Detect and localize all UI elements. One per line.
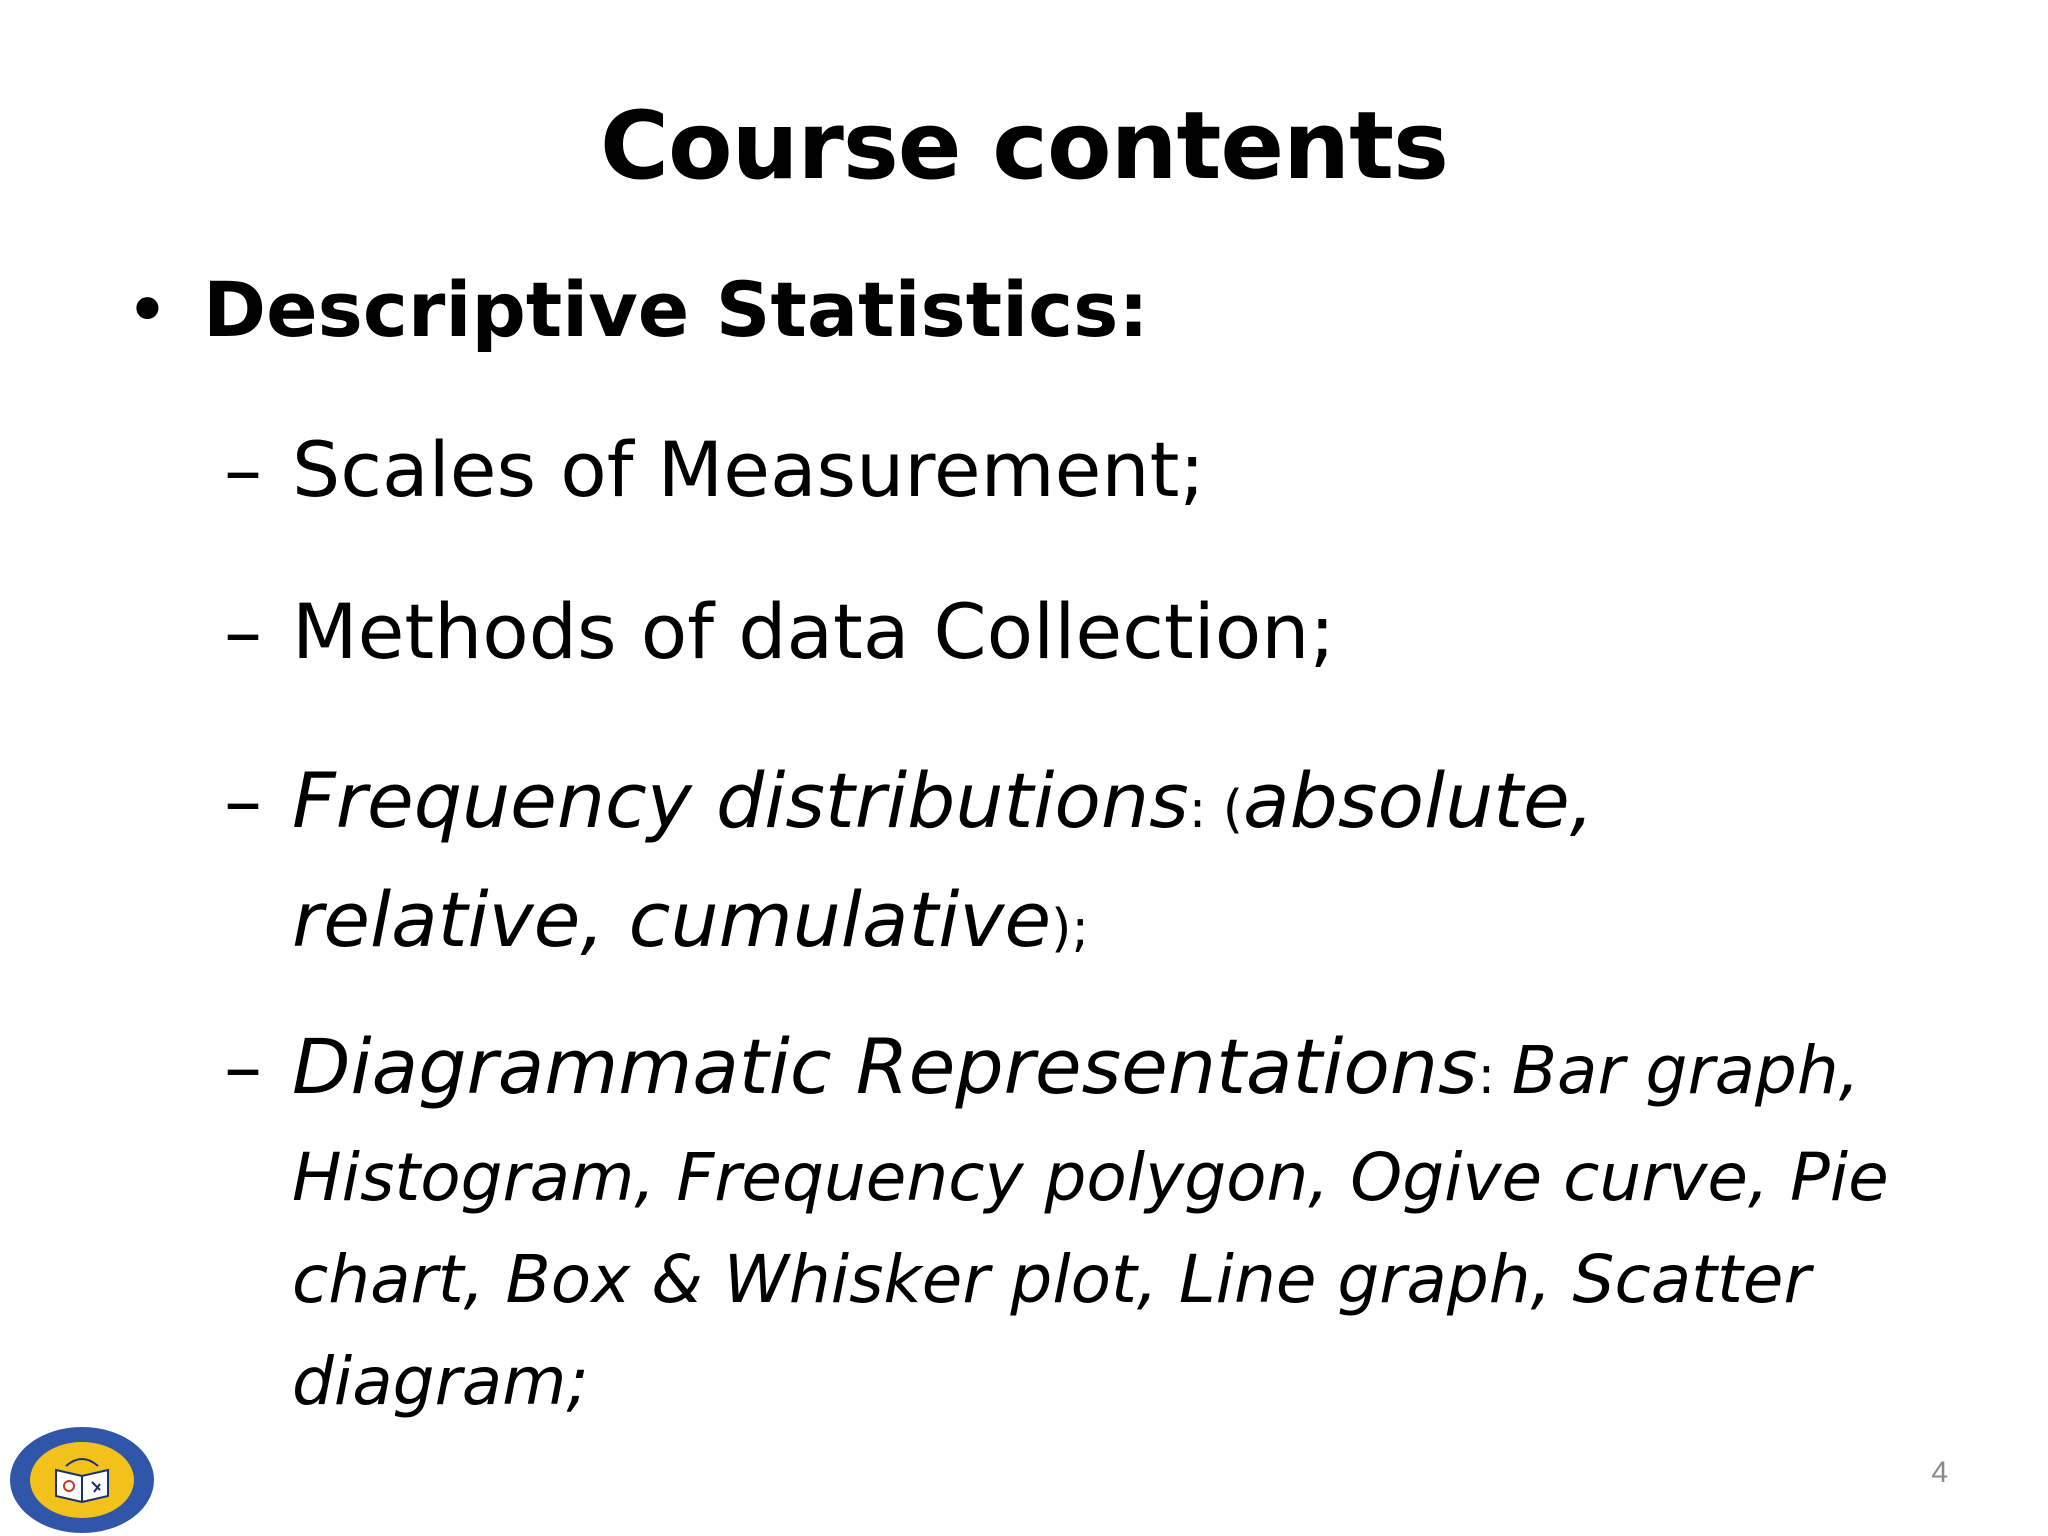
sub-item-text: Scales of Measurement; bbox=[292, 425, 1206, 514]
sub-item-text bbox=[292, 1018, 1914, 1431]
bullet-dot-icon: • bbox=[125, 265, 170, 354]
close-paren: ); bbox=[1051, 899, 1089, 959]
bullet-descriptive-statistics bbox=[125, 262, 1149, 358]
diagram-details: Bar graph, Histogram, Frequency polygon, Ogive curve, Pie chart, Box & Whisker plot, Line graph, Scatter diagram; bbox=[292, 1032, 1889, 1420]
college-seal-logo bbox=[8, 1426, 156, 1534]
dash-icon: – bbox=[224, 756, 262, 845]
slide-title: Course contents bbox=[600, 92, 1448, 201]
dash-icon: – bbox=[224, 1022, 262, 1111]
term-frequency-distributions: Frequency distributions bbox=[292, 756, 1189, 845]
dash-icon: – bbox=[224, 425, 262, 514]
bullet-label: Descriptive Statistics: bbox=[203, 265, 1149, 354]
sub-item-diagrammatic-representations bbox=[224, 1018, 1914, 1431]
frequency-details: absolute, relative, cumulative bbox=[292, 756, 1594, 964]
dash-icon: – bbox=[224, 587, 262, 676]
open-paren: ( bbox=[1222, 780, 1244, 840]
colon: : bbox=[1477, 1046, 1512, 1106]
colon: : bbox=[1188, 780, 1223, 840]
sub-item-text: Methods of data Collection; bbox=[292, 587, 1336, 676]
page-number: 4 bbox=[1931, 1456, 1948, 1489]
sub-item-frequency-distributions bbox=[224, 746, 1914, 984]
sub-item-text bbox=[292, 746, 1914, 984]
sub-item-methods bbox=[224, 584, 1914, 680]
sub-item-scales bbox=[224, 422, 1914, 518]
term-diagrammatic-representations: Diagrammatic Representations bbox=[292, 1022, 1478, 1111]
